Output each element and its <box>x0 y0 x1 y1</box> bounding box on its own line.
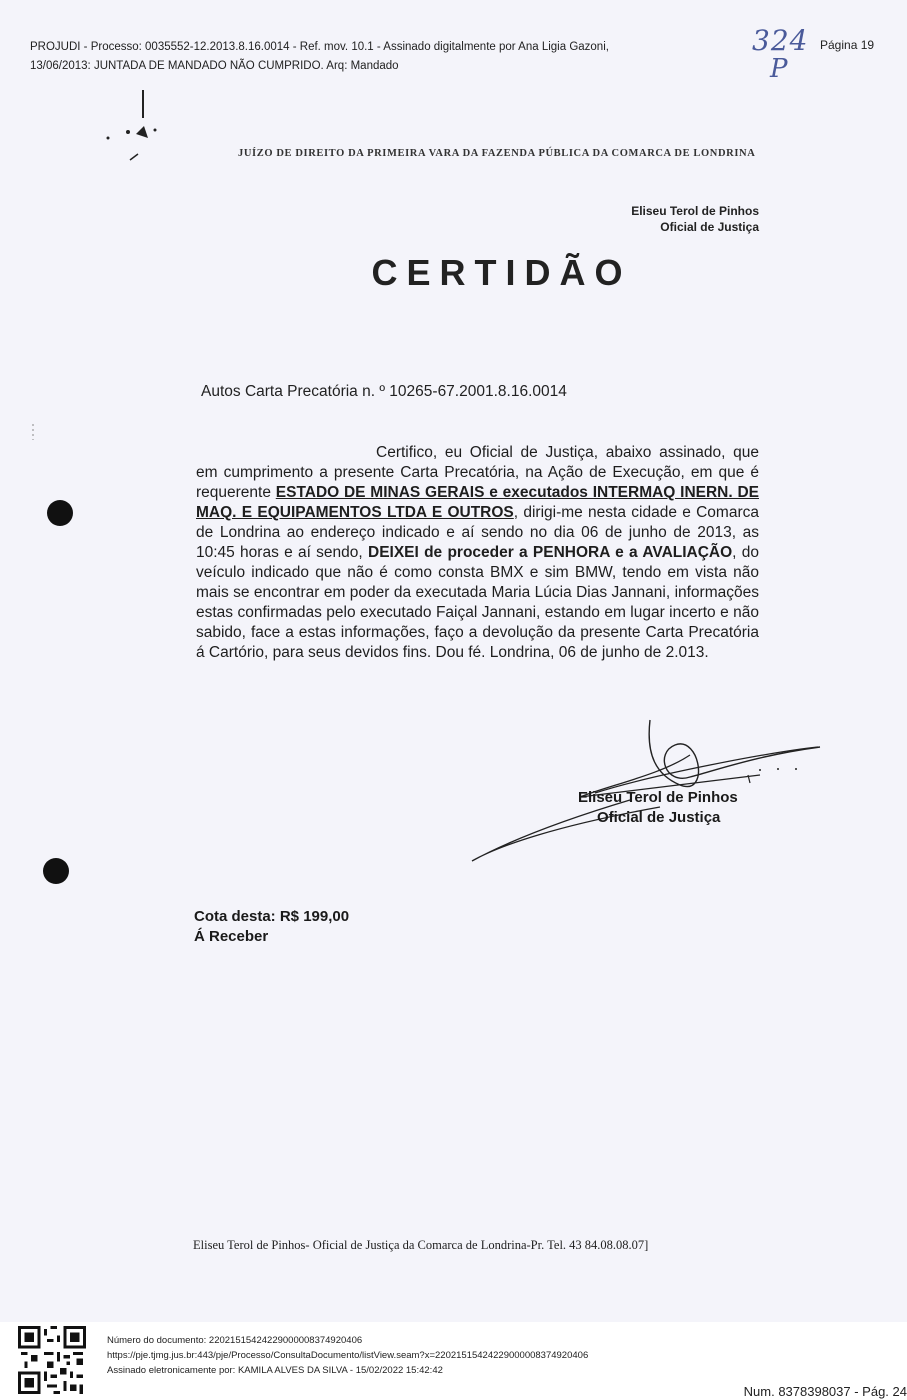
court-heading: JUÍZO DE DIREITO DA PRIMEIRA VARA DA FAZENDA PÚBLICA DA COMARCA DE LONDRINA <box>238 148 756 159</box>
document-title: CERTIDÃO <box>371 252 632 293</box>
document-metadata <box>107 1333 588 1378</box>
projudi-header <box>30 38 609 76</box>
case-reference: Autos Carta Precatória n. º 10265-67.2001.8.16.0014 <box>201 383 567 400</box>
fee-amount: Cota desta: R$ 199,00 <box>194 908 350 925</box>
action-bold: DEIXEI de proceder a PENHORA e a AVALIAÇÃO <box>368 544 733 561</box>
parties-bold: ESTADO DE MINAS GERAIS e executados INTERMAQ INERN. DE MAQ. E EQUIPAMENTOS LTDA E OUTROS <box>196 484 759 521</box>
fee-note <box>194 907 349 947</box>
document-number: Número do documento: 22021515424229000008374920406 <box>107 1335 363 1346</box>
header-line-1: PROJUDI - Processo: 0035552-12.2013.8.16.0014 - Ref. mov. 10.1 - Assinado digitalmente por Ana Ligia Gazoni, <box>30 41 609 53</box>
signature-role: Oficial de Justiça <box>597 809 721 826</box>
punch-hole-bottom <box>43 858 69 884</box>
document-page-number: Num. 8378398037 - Pág. 24 <box>743 1384 907 1399</box>
page-label: Página 19 <box>820 38 875 52</box>
body-middle: , dirigi-me nesta cidade e Comarca de Londrina ao endereço indicado e aí sendo no dia 06 de junho de 2013, as 10:45 horas e aí sendo, <box>196 504 759 561</box>
handwritten-initial: P <box>770 54 788 84</box>
officer-block-top <box>631 203 759 235</box>
body-intro: Certifico, eu Oficial de Justiça, abaixo assinado, que em cumprimento a presente Carta Precatória, na Ação de Execução, em que é requerente <box>196 444 759 501</box>
officer-footer: Eliseu Terol de Pinhos- Oficial de Justiça da Comarca de Londrina-Pr. Tel. 43 84.08.08.07] <box>193 1238 649 1252</box>
qr-code-icon <box>18 1326 86 1394</box>
signature-block <box>578 788 738 828</box>
punch-hole-top <box>47 500 73 526</box>
handwritten-page-number: 324 <box>752 24 809 57</box>
document-url[interactable]: https://pje.tjmg.jus.br:443/pje/Processo/ConsultaDocumento/listView.seam?x=22021515424229000008374920406 <box>107 1350 589 1361</box>
scan-marks <box>100 90 170 170</box>
fee-status: Á Receber <box>194 928 269 945</box>
officer-name: Eliseu Terol de Pinhos <box>631 204 759 218</box>
margin-mark <box>30 424 36 440</box>
certificate-body <box>196 443 759 663</box>
signed-by: Assinado eletronicamente por: KAMILA ALVES DA SILVA - 15/02/2022 15:42:42 <box>107 1365 443 1376</box>
signature-name: Eliseu Terol de Pinhos <box>578 789 738 806</box>
header-line-2: 13/06/2013: JUNTADA DE MANDADO NÃO CUMPRIDO. Arq: Mandado <box>30 60 399 72</box>
officer-role: Oficial de Justiça <box>660 220 759 234</box>
body-end: , do veículo indicado que não é como consta BMX e sim BMW, tendo em vista não mais se encontrar em poder da executada Maria Lúcia Dias Jannani, informações estas confirmadas pelo executado Faiçal Jannani, estando em lugar incerto e não sabido, face a estas informações, faço a devolução da presente Carta Precatória á Cartório, para seus devidos fins. Dou fé. Londrina, 06 de junho de 2.013. <box>196 544 759 661</box>
